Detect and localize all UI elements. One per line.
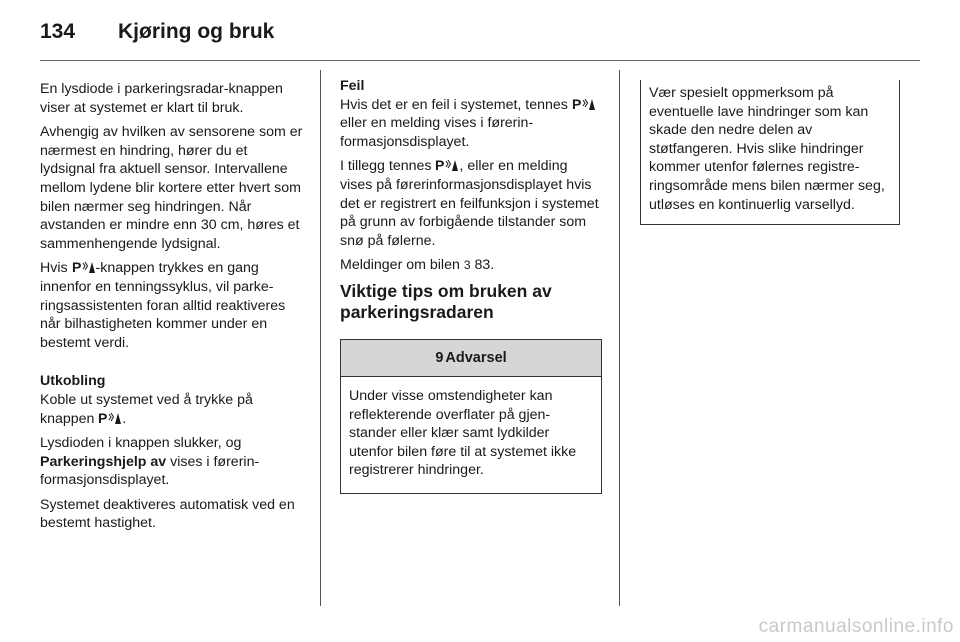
column-1 (40, 80, 304, 539)
reference-arrow-icon: 3 (463, 258, 471, 273)
svg-text:P: P (571, 95, 582, 111)
section-title: Viktige tips om bruken av parkeringsradaren (340, 280, 552, 322)
page-title: Kjøring og bruk (118, 20, 275, 43)
warning-label: Advarsel (445, 349, 507, 366)
parking-sensor-icon (572, 96, 596, 111)
warning-box (340, 339, 602, 494)
paragraph: Hvis P -knappen trykkes en gang innenfor en tenningssyklus, vil parkeringsassistenten foran alltid reaktiveres når bilhastigheten kommer under en bestemt verdi. (40, 259, 286, 351)
parking-sensor-icon (98, 410, 122, 425)
paragraph: Meldinger om bilen 3 83. (340, 257, 495, 274)
header-rule (40, 60, 920, 61)
note-box: Vær spesielt oppmerksom på eventuelle lave hindringer som kan skade den nedre delen av støtfangeren. Hvis slike hindringer kommer utenfor følernes registreringsområde mens bilen nærmer seg, utløses en kontinuerlig varsellyd. (640, 80, 900, 225)
column-divider (619, 70, 620, 606)
svg-text:P: P (435, 157, 445, 173)
paragraph: En lysdiode i parkeringsradar-knappen viser at systemet er klart til bruk. (40, 81, 283, 116)
paragraph: I tillegg tennes P , eller en melding vises på førerinformasjonsdisplayet hvis det er registrert en feilfunksjon i systemet på grunn av forbigående tilstander som snø på følerne. (340, 157, 599, 249)
page-number: 134 (40, 20, 76, 43)
paragraph: Koble ut systemet ved å trykke på knappen P . (40, 391, 253, 427)
parking-sensor-icon (72, 259, 96, 274)
warning-header (341, 339, 601, 377)
column-2 (340, 77, 602, 494)
warning-icon: 9 (435, 349, 444, 366)
section-heading-utkobling: Utkobling (40, 373, 106, 390)
page-header (40, 14, 920, 54)
parking-sensor-icon (435, 157, 459, 172)
column-3 (640, 80, 900, 225)
paragraph: Hvis det er en feil i systemet, tennes P eller en melding vises i førerinformasjonsdisplayet. (340, 96, 602, 152)
warning-body: Under visse omstendigheter kan reflekterende overflater på gjenstander eller klær samt lydkilder utenfor bilen føre til at systemet ikke registrerer hindringer. (349, 387, 577, 479)
paragraph: Avhengig av hvilken av sensorene som er nærmest en hindring, hører du et lydsignal fra aktuell sensor. Intervallene mellom lydene blir kortere etter hvert som bilen nærmer seg hindringen. Når avstanden er mindre enn 30 cm, høres et sammenhengende lydsignal. (40, 124, 303, 252)
section-heading-feil: Feil (340, 78, 365, 94)
column-divider (320, 70, 321, 606)
paragraph: Systemet deaktiveres automatisk ved en bestemt hastighet. (40, 496, 295, 532)
svg-text:P: P (71, 259, 81, 275)
paragraph: Lysdioden i knappen slukker, og Parkeringshjelp av vises i førerinformasjonsdisplayet. (40, 435, 260, 489)
svg-text:P: P (98, 409, 108, 425)
watermark: carmanualsonline.info (758, 616, 954, 637)
